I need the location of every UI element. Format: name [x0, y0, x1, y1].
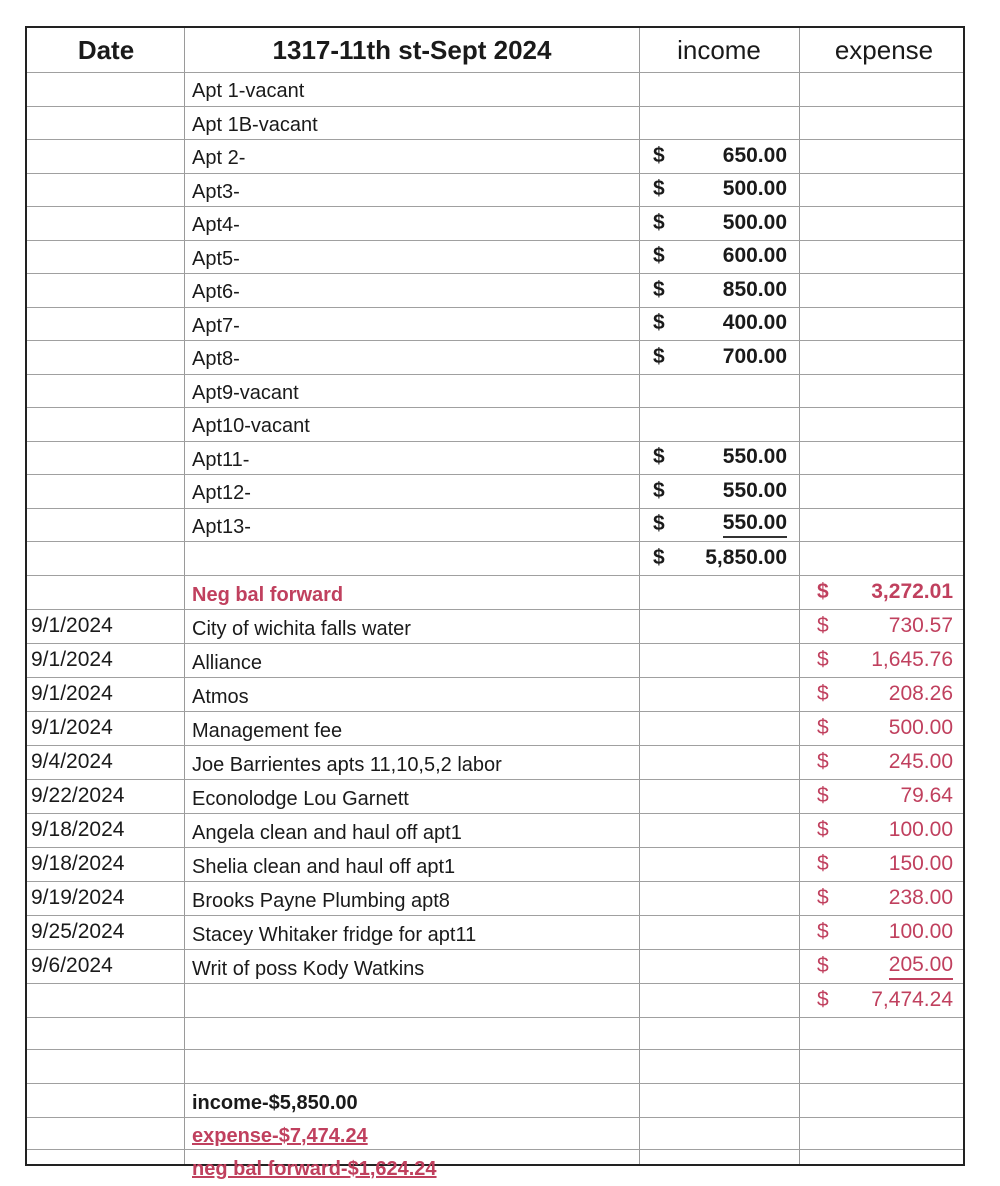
expense-row — [27, 915, 963, 950]
expense-amount — [811, 745, 957, 779]
unit-income — [647, 508, 791, 542]
expense-amount — [811, 915, 957, 949]
unit-label: Apt10-vacant — [192, 415, 310, 438]
unit-income — [647, 240, 791, 274]
unit-income — [647, 139, 791, 173]
amount: 700.00 — [722, 344, 787, 368]
unit-income — [647, 273, 791, 307]
currency-symbol: $ — [817, 852, 829, 875]
expense-date: 9/25/2024 — [31, 920, 125, 943]
amount: 730.57 — [888, 614, 953, 637]
expense-date: 9/18/2024 — [31, 818, 125, 841]
expense-description: Joe Barrientes apts 11,10,5,2 labor — [192, 753, 502, 776]
expense-row — [27, 609, 963, 644]
expense-amount — [811, 711, 957, 745]
date-header: Date — [77, 34, 135, 65]
neg-bal-forward-label: Neg bal forward — [192, 583, 344, 606]
expense-description: Stacey Whitaker fridge for apt11 — [192, 923, 477, 946]
unit-income — [647, 206, 791, 240]
unit-income — [647, 173, 791, 207]
expense-row — [27, 745, 963, 780]
blank-row — [27, 1017, 963, 1050]
sheet-title: 1317-11th st-Sept 2024 — [272, 34, 552, 65]
neg-bal-forward-amount — [811, 575, 957, 609]
unit-income — [647, 474, 791, 508]
expense-amount — [811, 677, 957, 711]
expense-total — [811, 983, 957, 1017]
expense-amount — [811, 881, 957, 915]
unit-income — [647, 340, 791, 374]
currency-symbol: $ — [653, 546, 665, 569]
currency-symbol: $ — [817, 954, 829, 977]
expense-date: 9/1/2024 — [31, 716, 113, 739]
currency-symbol: $ — [653, 445, 665, 469]
amount: 500.00 — [722, 210, 787, 234]
currency-symbol: $ — [817, 988, 829, 1011]
neg-bal-forward-row — [27, 575, 963, 610]
expense-row — [27, 949, 963, 984]
amount: 150.00 — [888, 852, 953, 875]
expense-row — [27, 813, 963, 848]
unit-label: Apt9-vacant — [192, 381, 299, 404]
summary-income-row — [27, 1083, 963, 1118]
unit-row — [27, 273, 963, 308]
amount: 7,474.24 — [871, 988, 953, 1011]
expense-description: Alliance — [192, 651, 263, 674]
unit-label: Apt 1-vacant — [192, 80, 305, 103]
amount: 79.64 — [900, 784, 953, 807]
amount: 550.00 — [723, 511, 787, 538]
header-row — [27, 28, 963, 73]
currency-symbol: $ — [817, 886, 829, 909]
expense-description: Shelia clean and haul off apt1 — [192, 855, 456, 878]
expense-row — [27, 677, 963, 712]
amount: 650.00 — [722, 143, 787, 167]
unit-row — [27, 307, 963, 342]
expense-total-row — [27, 983, 963, 1018]
currency-symbol: $ — [817, 716, 829, 739]
income-total — [647, 541, 791, 575]
expense-description: Atmos — [192, 685, 249, 708]
unit-row — [27, 173, 963, 208]
unit-label: Apt 1B-vacant — [192, 113, 318, 136]
expense-amount — [811, 847, 957, 881]
expense-row — [27, 711, 963, 746]
summary-expense: expense-$7,474.24 — [192, 1124, 368, 1147]
amount: 208.26 — [888, 682, 953, 705]
expense-description: City of wichita falls water — [192, 617, 411, 640]
expense-amount — [811, 643, 957, 677]
unit-row — [27, 474, 963, 509]
unit-row — [27, 106, 963, 141]
expense-amount — [811, 609, 957, 643]
unit-label: Apt6- — [192, 281, 240, 304]
unit-label: Apt12- — [192, 482, 251, 505]
unit-label: Apt11- — [192, 448, 250, 471]
currency-symbol: $ — [817, 920, 829, 943]
amount: 3,272.01 — [871, 580, 953, 603]
amount: 238.00 — [888, 886, 953, 909]
unit-label: Apt7- — [192, 314, 240, 337]
expense-date: 9/22/2024 — [31, 784, 125, 807]
amount: 1,645.76 — [871, 648, 953, 671]
unit-row — [27, 72, 963, 107]
expense-amount — [811, 813, 957, 847]
expense-row — [27, 643, 963, 678]
currency-symbol: $ — [653, 344, 665, 368]
currency-symbol: $ — [653, 277, 665, 301]
currency-symbol: $ — [653, 210, 665, 234]
expense-row — [27, 779, 963, 814]
unit-row — [27, 340, 963, 375]
expense-description: Econolodge Lou Garnett — [192, 787, 409, 810]
unit-label: Apt13- — [192, 515, 251, 538]
unit-row — [27, 407, 963, 442]
expense-date: 9/19/2024 — [31, 886, 125, 909]
expense-date: 9/1/2024 — [31, 648, 113, 671]
expense-description: Brooks Payne Plumbing apt8 — [192, 889, 450, 912]
amount: 550.00 — [722, 478, 787, 502]
amount: 500.00 — [888, 716, 953, 739]
currency-symbol: $ — [653, 143, 665, 167]
currency-symbol: $ — [653, 311, 665, 335]
expense-amount — [811, 779, 957, 813]
expense-amount — [811, 949, 957, 983]
unit-row — [27, 139, 963, 174]
currency-symbol: $ — [817, 614, 829, 637]
income-total-row — [27, 541, 963, 576]
currency-symbol: $ — [653, 478, 665, 502]
amount: 205.00 — [889, 953, 953, 980]
expense-date: 9/4/2024 — [31, 750, 113, 773]
amount: 500.00 — [722, 177, 787, 201]
unit-label: Apt4- — [192, 214, 240, 237]
currency-symbol: $ — [653, 512, 665, 536]
currency-symbol: $ — [817, 682, 829, 705]
unit-label: Apt 2- — [192, 147, 246, 170]
summary-expense-row — [27, 1117, 963, 1150]
expense-date: 9/1/2024 — [31, 682, 113, 705]
amount: 245.00 — [888, 750, 953, 773]
unit-row — [27, 508, 963, 543]
unit-label: Apt3- — [192, 180, 240, 203]
currency-symbol: $ — [653, 177, 665, 201]
amount: 850.00 — [722, 277, 787, 301]
currency-symbol: $ — [817, 648, 829, 671]
currency-symbol: $ — [817, 818, 829, 841]
currency-symbol: $ — [817, 750, 829, 773]
unit-label: Apt8- — [192, 348, 240, 371]
amount: 400.00 — [722, 311, 787, 335]
expense-row — [27, 847, 963, 882]
unit-row — [27, 374, 963, 409]
expense-description: Angela clean and haul off apt1 — [192, 821, 462, 844]
summary-neg-bal-row — [27, 1149, 963, 1183]
currency-symbol: $ — [817, 784, 829, 807]
expense-date: 9/6/2024 — [31, 954, 113, 977]
amount: 100.00 — [888, 920, 953, 943]
expense-date: 9/1/2024 — [31, 614, 113, 637]
summary-income: income-$5,850.00 — [192, 1091, 358, 1114]
income-header: income — [677, 34, 761, 65]
expense-header: expense — [834, 34, 934, 65]
amount: 100.00 — [888, 818, 953, 841]
amount: 600.00 — [722, 244, 787, 268]
expense-description: Writ of poss Kody Watkins — [192, 957, 425, 980]
expense-row — [27, 881, 963, 916]
ledger-sheet — [25, 26, 965, 1180]
currency-symbol: $ — [653, 244, 665, 268]
unit-label: Apt5- — [192, 247, 240, 270]
amount: 5,850.00 — [705, 546, 787, 569]
unit-income — [647, 307, 791, 341]
unit-row — [27, 240, 963, 275]
amount: 550.00 — [722, 445, 787, 469]
currency-symbol: $ — [817, 580, 829, 603]
expense-description: Management fee — [192, 719, 343, 742]
unit-row — [27, 441, 963, 476]
unit-income — [647, 441, 791, 475]
summary-neg-bal: neg bal forward-$1,624.24 — [192, 1157, 437, 1180]
blank-row — [27, 1049, 963, 1084]
unit-row — [27, 206, 963, 241]
expense-date: 9/18/2024 — [31, 852, 125, 875]
